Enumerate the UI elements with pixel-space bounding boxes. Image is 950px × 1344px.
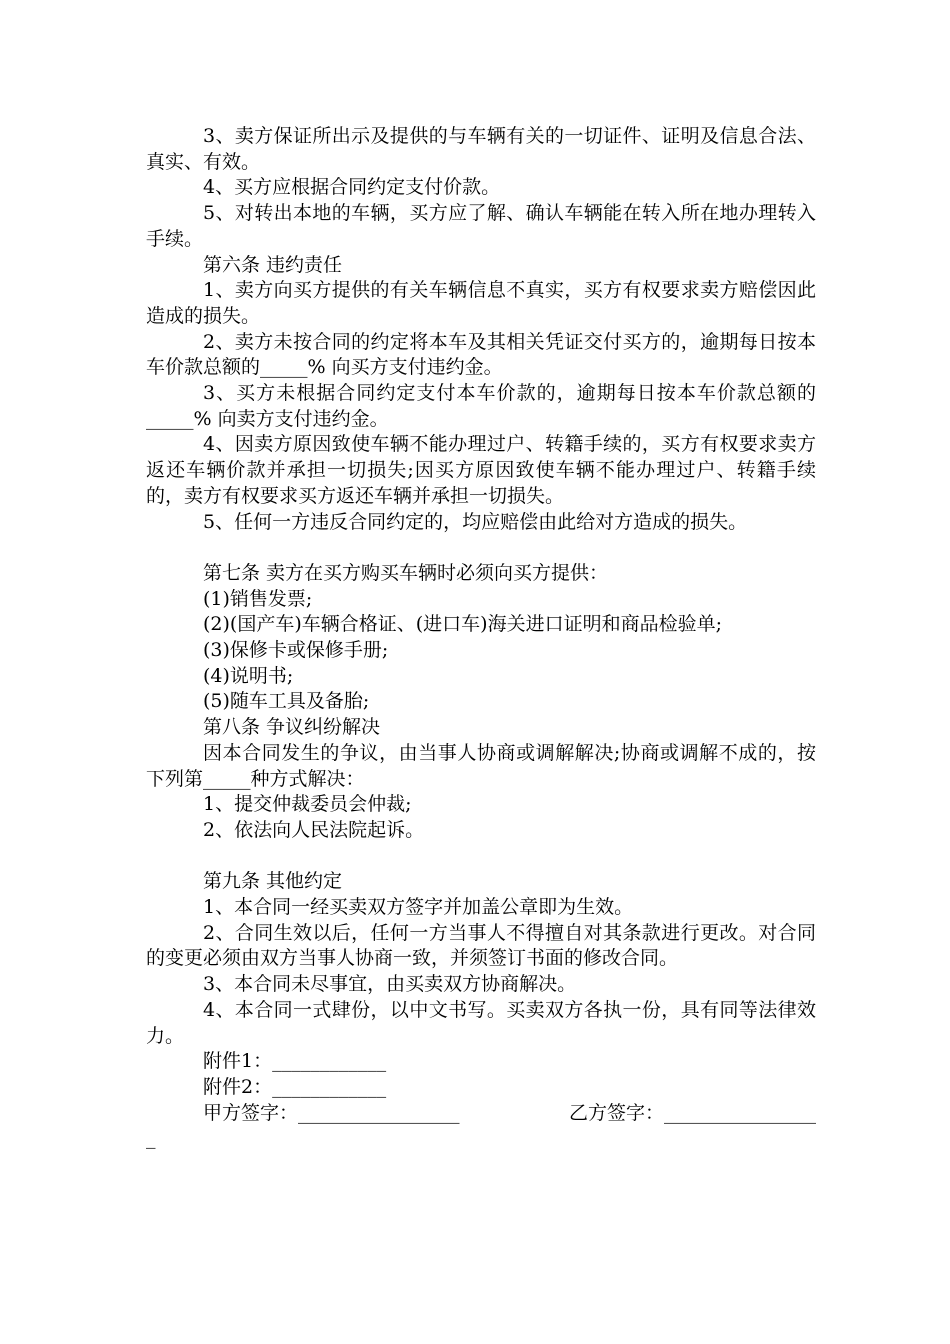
signature-row [146,1101,816,1127]
contract-body [146,124,816,1152]
blank-line [146,535,816,561]
paragraph: 2、合同生效以后，任何一方当事人不得擅自对其条款进行更改。对合同的变更必须由双方当事人协商一致，并须签订书面的修改合同。 [146,921,816,970]
paragraph: 5、任何一方违反合同约定的，均应赔偿由此给对方造成的损失。 [203,510,748,533]
paragraph: 第八条 争议纠纷解决 [203,716,381,739]
paragraph: 2、依法向人民法院起诉。 [203,818,425,841]
paragraph: (3)保修卡或保修手册; [203,639,389,662]
paragraph: (4)说明书; [203,664,294,687]
paragraph: 1、提交仲裁委员会仲裁; [203,793,412,816]
paragraph: 附件2：____________ [203,1075,387,1098]
paragraph: 3、本合同未尽事宜，由买卖双方协商解决。 [203,973,577,996]
paragraph: (5)随车工具及备胎; [203,690,370,713]
paragraph: 第七条 卖方在买方购买车辆时必须向买方提供： [203,561,609,584]
paragraph: 附件1：____________ [203,1050,387,1073]
trailing-underscore: _ [146,1127,156,1150]
party-a-signature: 甲方签字：_________________ [203,1101,460,1124]
blank-line [146,844,816,870]
paragraph: 2、卖方未按合同的约定将本车及其相关凭证交付买方的，逾期每日按本车价款总额的_____% 向买方支付违约金。 [146,330,816,379]
paragraph: 3、卖方保证所出示及提供的与车辆有关的一切证件、证明及信息合法、真实、有效。 [146,125,816,173]
paragraph: 4、本合同一式肆份，以中文书写。买卖双方各执一份，具有同等法律效力。 [146,998,816,1047]
paragraph: (2)(国产车)车辆合格证、(进口车)海关进口证明和商品检验单; [203,613,722,636]
paragraph: (1)销售发票; [203,587,313,610]
party-b-signature: 乙方签字：________________ [568,1101,816,1124]
paragraph: 4、买方应根据合同约定支付价款。 [203,176,501,199]
paragraph: 第九条 其他约定 [203,870,343,893]
paragraph: 4、因卖方原因致使车辆不能办理过户、转籍手续的，买方有权要求卖方返还车辆价款并承担一切损失;因买方原因致使车辆不能办理过户、转籍手续的，卖方有权要求买方返还车辆并承担一切损失。 [146,433,816,507]
paragraph: 1、本合同一经买卖双方签字并加盖公章即为生效。 [203,896,634,919]
paragraph: 第六条 违约责任 [203,253,343,276]
paragraph: 5、对转出本地的车辆，买方应了解、确认车辆能在转入所在地办理转入手续。 [146,202,816,250]
paragraph-list [146,124,816,1101]
paragraph: 1、卖方向买方提供的有关车辆信息不真实，买方有权要求卖方赔偿因此造成的损失。 [146,279,816,327]
paragraph: 3、买方未根据合同约定支付本车价款的，逾期每日按本车价款总额的_____% 向卖方支付违约金。 [146,382,816,430]
paragraph: 因本合同发生的争议，由当事人协商或调解解决;协商或调解不成的，按下列第_____种方式解决： [146,741,816,790]
